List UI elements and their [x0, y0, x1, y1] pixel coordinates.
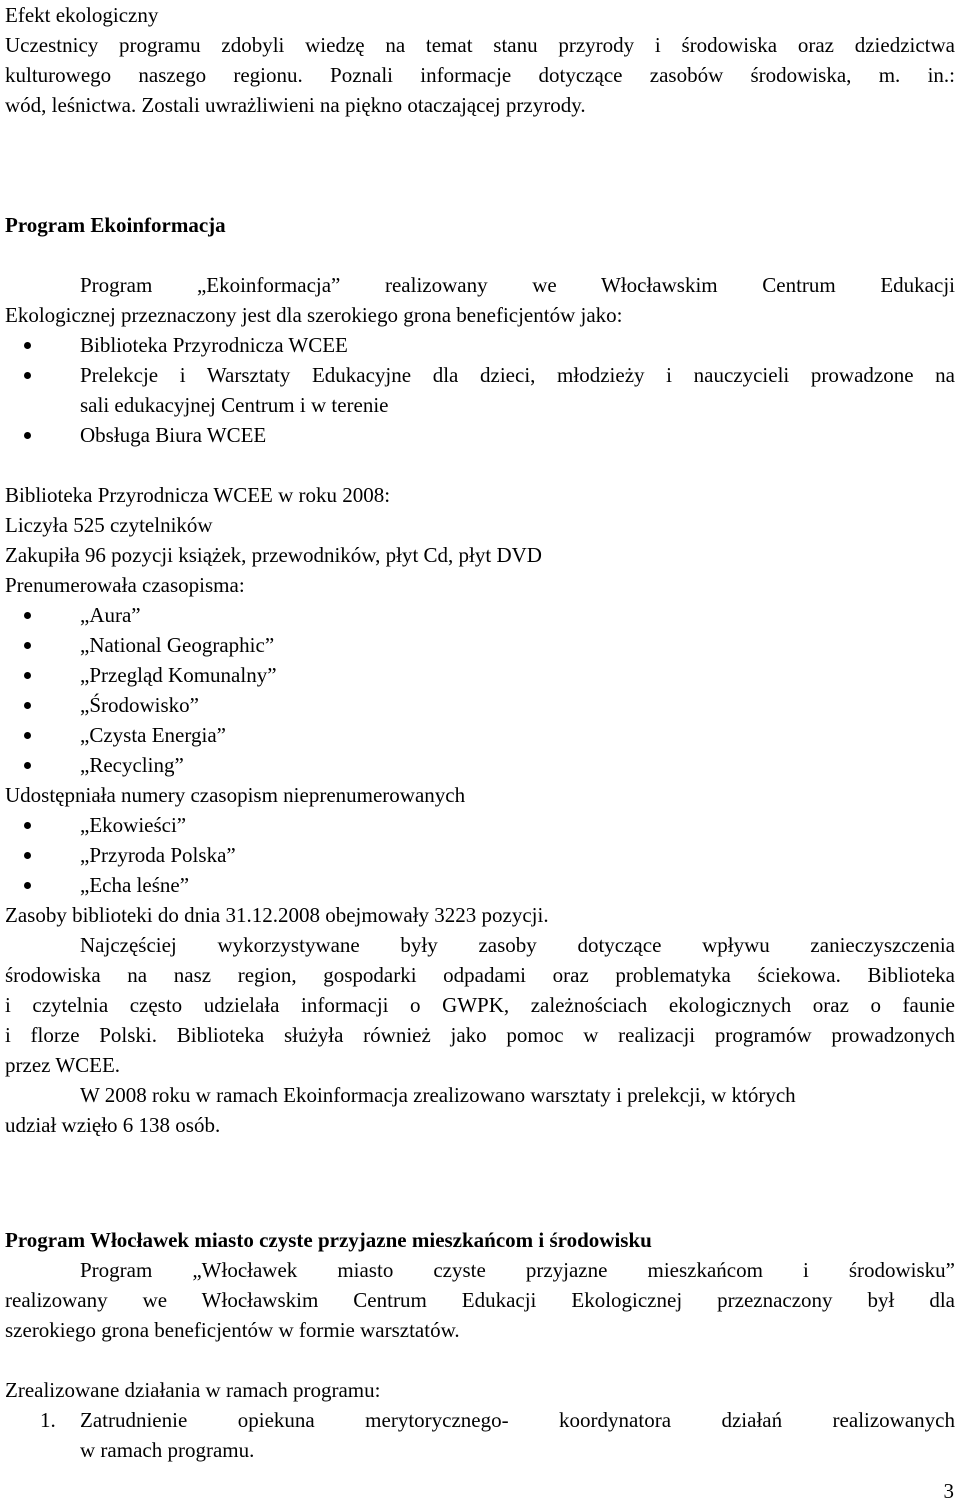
list-item: „National Geographic” [5, 630, 955, 660]
list-item: „Przegląd Komunalny” [5, 660, 955, 690]
list-item: „Przyroda Polska” [5, 840, 955, 870]
efekt-line: kulturowego naszego regionu. Poznali informacje dotyczące zasobów środowiska, m. in.: [5, 63, 955, 87]
usage-line: i florze Polski. Biblioteka służyła również jako pomoc w realizacji programów prowadzonych [5, 1023, 955, 1047]
ekoinformacja-intro: Program „Ekoinformacja” realizowany we Włocławskim Centrum Edukacji [80, 273, 955, 297]
summary-line: udział wzięło 6 138 osób. [5, 1113, 221, 1137]
library-heading: Biblioteka Przyrodnicza WCEE w roku 2008: [5, 483, 391, 507]
list-item: „Ekowieści” [5, 810, 955, 840]
efekt-heading: Efekt ekologiczny [5, 3, 159, 27]
list-item: Obsługa Biura WCEE [5, 420, 955, 450]
usage-line: Najczęściej wykorzystywane były zasoby dotyczące wpływu zanieczyszczenia [80, 933, 955, 957]
list-item: Prelekcje i Warsztaty Edukacyjne dla dzieci, młodzieży i nauczycieli prowadzone na [5, 360, 955, 390]
ekoinformacja-heading: Program Ekoinformacja [5, 213, 226, 237]
efekt-line: Uczestnicy programu zdobyli wiedzę na temat stanu przyrody i środowiska oraz dziedzictwa [5, 33, 955, 57]
item-number: 1. [40, 1408, 56, 1432]
wloclawek-intro: Program „Włocławek miasto czyste przyjazne mieszkańcom i środowisku” [80, 1258, 955, 1282]
item-text-continuation: w ramach programu. [80, 1438, 255, 1462]
document-page [5, 0, 955, 1465]
wloclawek-intro: szerokiego grona beneficjentów w formie warsztatów. [5, 1318, 460, 1342]
efekt-line: wód, leśnictwa. Zostali uwrażliwieni na piękno otaczającej przyrody. [5, 93, 586, 117]
actions-label: Zrealizowane działania w ramach programu: [5, 1378, 381, 1402]
ekoinformacja-intro: Ekologicznej przeznaczony jest dla szerokiego grona beneficjentów jako: [5, 303, 623, 327]
list-item: „Recycling” [5, 750, 955, 780]
page-number: 3 [943, 1479, 954, 1503]
library-readers: Liczyła 525 czytelników [5, 513, 213, 537]
library-purchases: Zakupiła 96 pozycji książek, przewodników, płyt Cd, płyt DVD [5, 543, 542, 567]
list-item: „Środowisko” [5, 690, 955, 720]
shared-label: Udostępniała numery czasopism nieprenumerowanych [5, 783, 466, 807]
summary-line: W 2008 roku w ramach Ekoinformacja zrealizowano warsztaty i prelekcji, w których [80, 1083, 796, 1107]
usage-line: przez WCEE. [5, 1053, 121, 1077]
wloclawek-intro: realizowany we Włocławskim Centrum Edukacji Ekologicznej przeznaczony był dla [5, 1288, 955, 1312]
list-item: „Czysta Energia” [5, 720, 955, 750]
wloclawek-heading: Program Włocławek miasto czyste przyjazne mieszkańcom i środowisku [5, 1228, 652, 1252]
list-item-continuation: sali edukacyjnej Centrum i w terenie [80, 393, 389, 417]
usage-line: i czytelnia często udzielała informacji o GWPK, zależnościach ekologicznych oraz o faunie [5, 993, 955, 1017]
usage-line: środowiska na nasz region, gospodarki odpadami oraz problematyka ściekowa. Biblioteka [5, 963, 955, 987]
item-text: Zatrudnienie opiekuna merytorycznego- koordynatora działań realizowanych [80, 1408, 955, 1432]
library-resources: Zasoby biblioteki do dnia 31.12.2008 obejmowały 3223 pozycji. [5, 903, 549, 927]
list-item: „Aura” [5, 600, 955, 630]
list-item: Biblioteka Przyrodnicza WCEE [5, 330, 955, 360]
numbered-item [5, 1405, 955, 1435]
subscribed-label: Prenumerowała czasopisma: [5, 573, 245, 597]
list-item: „Echa leśne” [5, 870, 955, 900]
